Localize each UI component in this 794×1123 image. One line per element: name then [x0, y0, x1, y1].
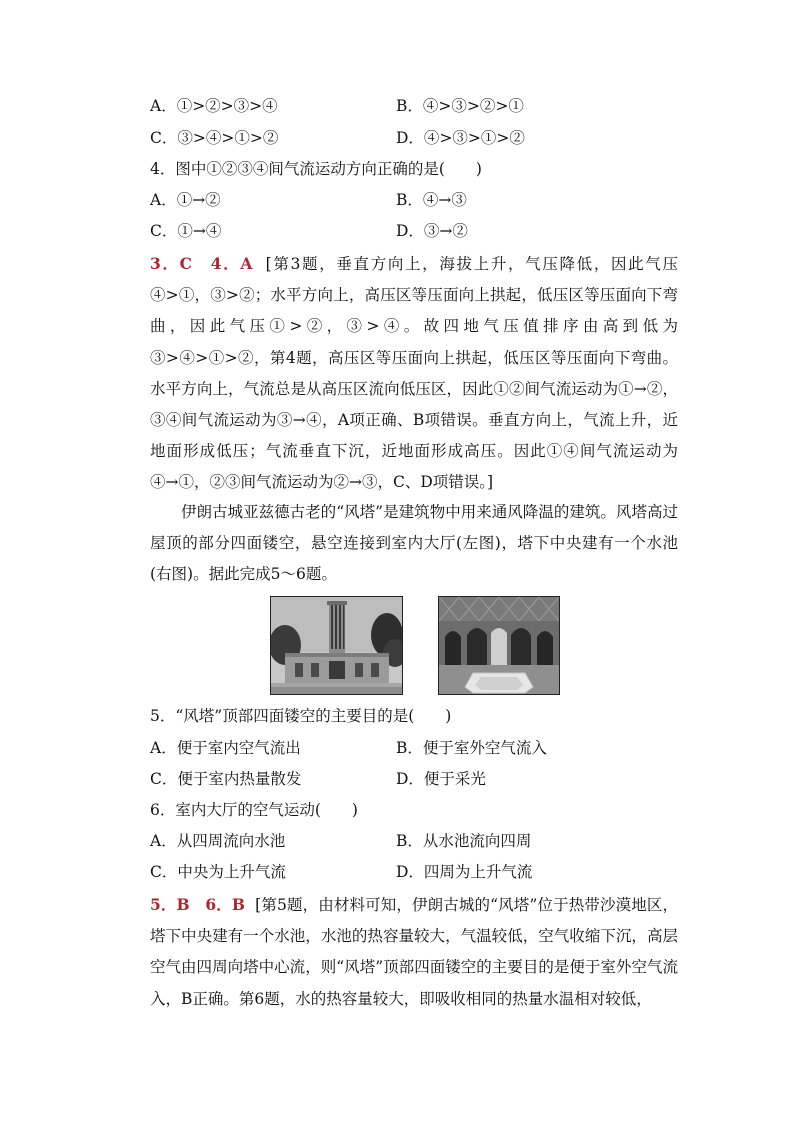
q3-option-b: B．④>③>②>①: [396, 97, 524, 115]
q5-option-a: A．便于室内空气流出: [150, 739, 301, 757]
q6-stem: 6．室内大厅的空气运动( ): [150, 801, 358, 819]
q4-option-c: C．①→④: [150, 222, 222, 240]
answer-5-6-explanation: [第5题，由材料可知，伊朗古城的“风塔”位于热带沙漠地区，塔下中央建有一个水池，水池的热容量较大，气温较低，空气收缩下沉，高层空气由四周向塔中心流，则“风塔”顶部四面镂空的主要目的是便于室外空气流入，B正确。第6题，水的热容量较大，即吸收相同的热量水温相对较低，: [150, 896, 678, 1008]
q5-option-d: D．便于采光: [396, 770, 486, 788]
answer-3-4: [150, 248, 678, 499]
wind-tower-interior-photo: [438, 596, 560, 695]
answer-5-6: [150, 889, 678, 1015]
q6-option-d: D．四周为上升气流: [396, 863, 533, 881]
q5-option-c: C．便于室内热量散发: [150, 770, 302, 788]
q5-stem: 5．“风塔”顶部四面镂空的主要目的是( ): [150, 707, 452, 725]
q4-option-a: A．①→②: [150, 191, 221, 209]
q4-option-d: D．③→②: [396, 222, 468, 240]
answer-3-4-keys: 3．C 4．A: [150, 254, 253, 273]
q3-option-a: A．①>②>③>④: [150, 97, 278, 115]
q3-option-d: D．④>③>①>②: [396, 129, 525, 147]
q5-option-b: B．便于室外空气流入: [396, 739, 547, 757]
q6-option-b: B．从水池流向四周: [396, 832, 532, 850]
material-paragraph: 伊朗古城亚兹德古老的“风塔”是建筑物中用来通风降温的建筑。风塔高过屋顶的部分四面镂空，悬空连接到室内大厅(左图)，塔下中央建有一个水池(右图)。据此完成5～6题。: [150, 503, 678, 584]
q6-option-c: C．中央为上升气流: [150, 863, 286, 881]
q4-option-b: B．④→③: [396, 191, 467, 209]
q3-option-c: C．③>④>①>②: [150, 129, 279, 147]
wind-tower-exterior-photo: [270, 596, 403, 695]
q6-option-a: A．从四周流向水池: [150, 832, 286, 850]
q4-stem: 4．图中①②③④间气流运动方向正确的是( ): [150, 160, 482, 178]
answer-5-6-keys: 5．B 6．B: [150, 895, 246, 914]
answer-3-4-explanation: [第3题，垂直方向上，海拔上升，气压降低，因此气压④>①，③>②；水平方向上，高压区等压面向上拱起，低压区等压面向下弯曲，因此气压①>②，③>④。故四地气压值排序由高到低为③>④>①>②，第4题，高压区等压面向上拱起，低压区等压面向下弯曲。水平方向上，气流总是从高压区流向低压区，因此①②间气流运动为①→②，③④间气流运动为③→④，A项正确、B项错误。垂直方向上，气流上升，近地面形成低压；气流垂直下沉，近地面形成高压。因此①④间气流运动为④→①，②③间气流运动为②→③，C、D项错误。]: [150, 255, 678, 492]
